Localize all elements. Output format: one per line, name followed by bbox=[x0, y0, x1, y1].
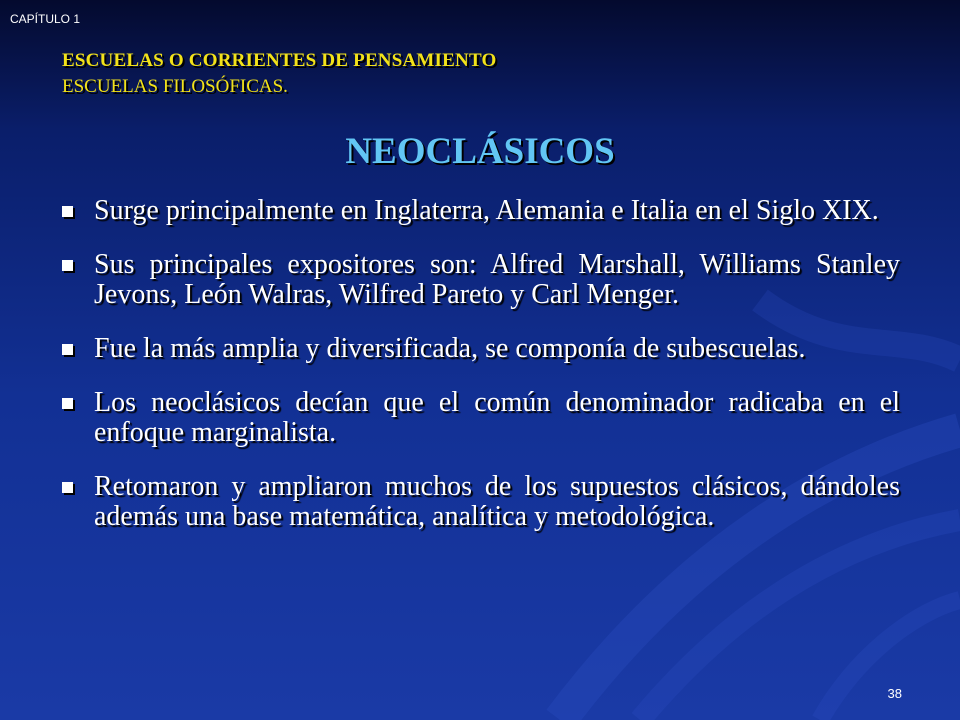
bullet-item bbox=[62, 472, 900, 532]
header-title: ESCUELAS O CORRIENTES DE PENSAMIENTO bbox=[62, 50, 497, 71]
bullet-item bbox=[62, 196, 900, 226]
page-number: 38 bbox=[887, 686, 902, 701]
bullet-list bbox=[62, 196, 900, 556]
bullet-text: Los neoclásicos decían que el común denominador radicaba en el enfoque marginalista. bbox=[94, 387, 900, 448]
header-subtitle: ESCUELAS FILOSÓFICAS. bbox=[62, 76, 288, 97]
square-bullet-icon bbox=[62, 260, 73, 271]
slide-title: NEOCLÁSICOS bbox=[345, 131, 615, 172]
square-bullet-icon bbox=[62, 482, 73, 493]
bullet-text: Surge principalmente en Inglaterra, Alemania e Italia en el Siglo XIX. bbox=[94, 195, 879, 226]
bullet-text: Fue la más amplia y diversificada, se componía de subescuelas. bbox=[94, 333, 806, 364]
bullet-text: Retomaron y ampliaron muchos de los supuestos clásicos, dándoles además una base matemática, analítica y metodológica. bbox=[94, 471, 900, 532]
bullet-item bbox=[62, 250, 900, 310]
bullet-item bbox=[62, 334, 900, 364]
bullet-text: Sus principales expositores son: Alfred Marshall, Williams Stanley Jevons, León Walras, Wilfred Pareto y Carl Menger. bbox=[94, 249, 900, 310]
square-bullet-icon bbox=[62, 344, 73, 355]
slide-header bbox=[62, 50, 496, 98]
square-bullet-icon bbox=[62, 398, 73, 409]
square-bullet-icon bbox=[62, 206, 73, 217]
chapter-label: CAPÍTULO 1 bbox=[10, 12, 81, 26]
bullet-item bbox=[62, 388, 900, 448]
